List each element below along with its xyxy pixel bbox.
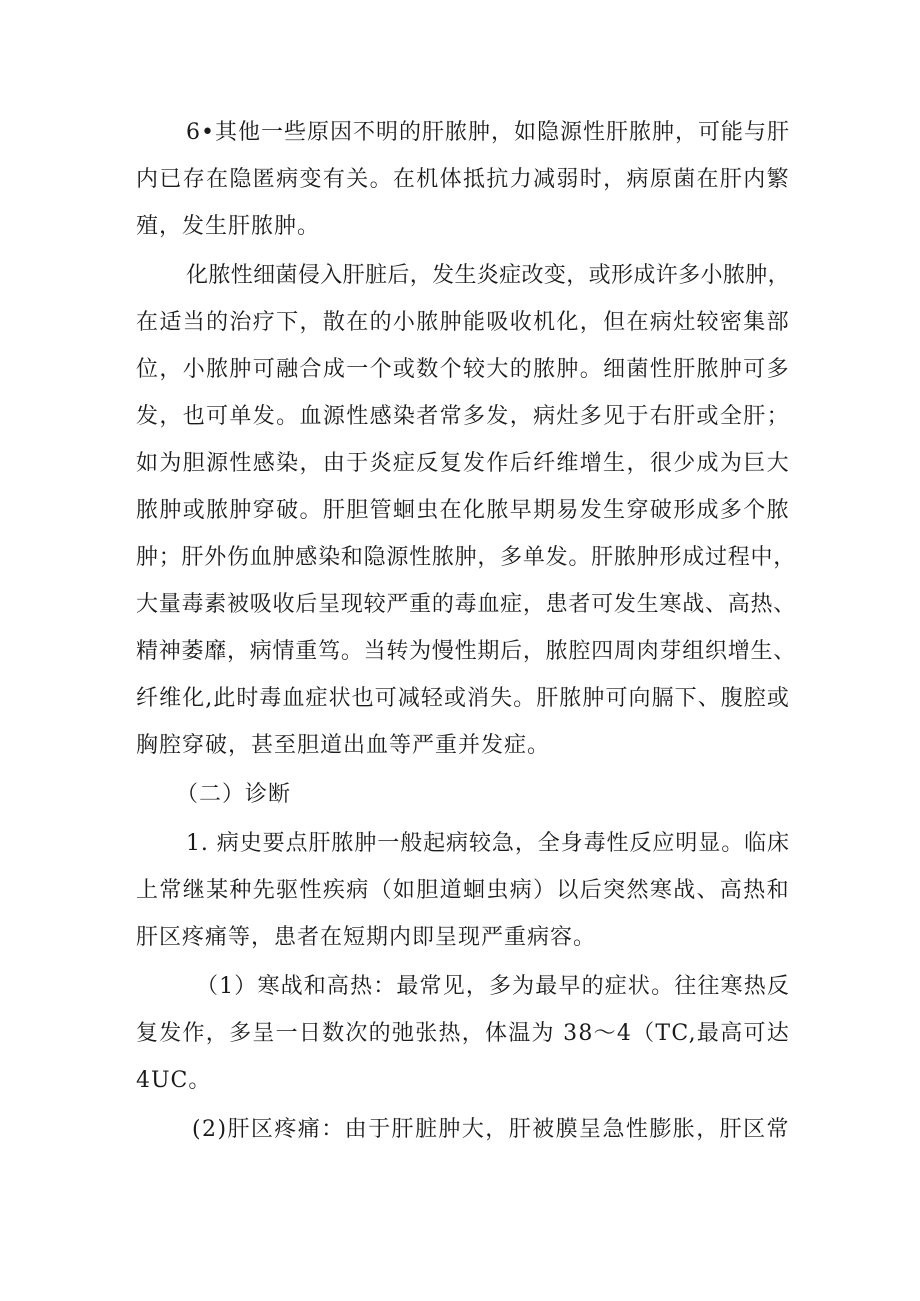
text-line: 化脓性细菌侵入肝脏后，发生炎症改变，或形成许多小脓肿， — [186, 263, 790, 288]
text-line: 殖，发生肝脓肿。 — [136, 214, 321, 239]
text-line: 复发作，多呈一日数次的弛张热，体温为 38～4（TC,最高可达 — [136, 1021, 790, 1046]
text-line: 脓肿或脓肿穿破。肝胆管蛔虫在化脓早期易发生穿破形成多个脓 — [136, 498, 790, 523]
text-line: 大量毒素被吸收后呈现较严重的毒血症，患者可发生寒战、高热、 — [136, 592, 796, 617]
text-line: 4UC。 — [136, 1068, 212, 1093]
text-line: 6•其他一些原因不明的肝脓肿，如隐源性肝脓肿，可能与肝 — [186, 120, 790, 145]
text-line: 纤维化,此时毒血症状也可减轻或消失。肝脓肿可向膈下、腹腔或 — [136, 686, 790, 711]
text-line: 如为胆源性感染，由于炎症反复发作后纤维增生，很少成为巨大 — [136, 451, 790, 476]
text-line: 内已存在隐匿病变有关。在机体抵抗力减弱时，病原菌在肝内繁 — [136, 167, 790, 192]
text-line: 上常继某种先驱性疾病（如胆道蛔虫病）以后突然寒战、高热和 — [136, 878, 790, 903]
text-line: 位，小脓肿可融合成一个或数个较大的脓肿。细菌性肝脓肿可多 — [136, 357, 790, 382]
text-line: (2)肝区疼痛：由于肝脏肿大，肝被膜呈急性膨胀，肝区常 — [192, 1117, 790, 1142]
text-line: 肝区疼痛等，患者在短期内即呈现严重病容。 — [136, 925, 597, 950]
text-line: 在适当的治疗下，散在的小脓肿能吸收机化，但在病灶较密集部 — [136, 310, 790, 335]
text-line: 发，也可单发。血源性感染者常多发，病灶多见于右肝或全肝； — [136, 404, 790, 429]
text-line: 1. 病史要点肝脓肿一般起病较急，全身毒性反应明显。临床 — [186, 831, 790, 856]
text-line: （1）寒战和高热：最常见，多为最早的症状。往往寒热反 — [196, 974, 790, 999]
text-line: 肿；肝外伤血肿感染和隐源性脓肿，多单发。肝脓肿形成过程中， — [136, 545, 796, 570]
text-line: 精神萎靡，病情重笃。当转为慢性期后，脓腔四周肉芽组织增生、 — [136, 639, 796, 664]
section-heading: （二）诊断 — [176, 782, 292, 807]
text-line: 胸腔穿破，甚至胆道出血等严重并发症。 — [136, 733, 551, 758]
